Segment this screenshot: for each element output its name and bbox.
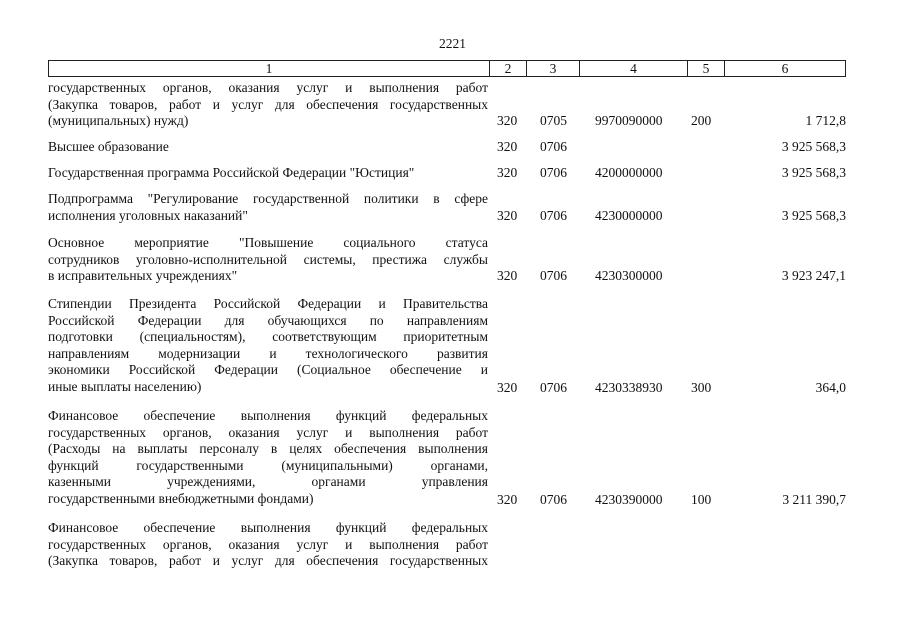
header-col-6: 6 [724, 61, 845, 76]
cell-ministry-code: 320 [497, 380, 518, 395]
description-line: государственных органов, оказания услуг и выполнения работ [48, 536, 488, 552]
cell-target-article: 4230000000 [595, 208, 663, 223]
description-line: направлениям модернизации и технологического развития [48, 345, 488, 361]
row-description [48, 165, 488, 182]
description-line: Основное мероприятие "Повышение социального статуса [48, 235, 488, 250]
description-line: Финансовое обеспечение выполнения функций федеральных [48, 520, 488, 535]
table-row [48, 80, 846, 130]
row-description [48, 408, 488, 508]
header-col-1: 1 [265, 61, 273, 76]
description-line: подготовки (специальностям), соответствующим приоритетным [48, 329, 488, 345]
table-row [48, 139, 846, 156]
cell-expense-type: 100 [691, 492, 712, 507]
page-number: 2221 [439, 36, 466, 51]
description-line: (Расходы на выплаты персоналу в целях обеспечения выполнения [48, 441, 488, 457]
description-line: Стипендии Президента Российской Федерации и Правительства [48, 296, 488, 311]
description-line: в исправительных учреждениях" [48, 268, 238, 284]
cell-target-article: 9970090000 [595, 113, 663, 128]
cell-section-code: 0706 [540, 492, 567, 507]
description-line: экономики Российской Федерации (Социальное обеспечение и [48, 362, 488, 378]
header-col-5: 5 [687, 61, 724, 76]
cell-target-article: 4230300000 [595, 268, 663, 283]
header-col-4: 4 [579, 61, 687, 76]
description-line: государственными внебюджетными фондами) [48, 490, 314, 506]
description-line: Российской Федерации для обучающихся по направлениям [48, 312, 488, 328]
cell-amount: 3 211 390,7 [782, 492, 846, 507]
cell-section-code: 0706 [540, 165, 567, 180]
table-header [48, 60, 846, 77]
row-description [48, 296, 488, 396]
cell-ministry-code: 320 [497, 165, 518, 180]
row-description [48, 235, 488, 285]
cell-ministry-code: 320 [497, 492, 518, 507]
row-description [48, 80, 488, 130]
description-line: Государственная программа Российской Федерации "Юстиция" [48, 165, 415, 180]
description-line: (муниципальных) нужд) [48, 113, 189, 129]
description-line: сотрудников уголовно-исполнительной системы, престижа службы [48, 251, 488, 267]
table-row [48, 296, 846, 396]
cell-section-code: 0706 [540, 139, 567, 154]
cell-amount: 3 925 568,3 [781, 208, 846, 223]
description-line: исполнения уголовных наказаний" [48, 207, 248, 223]
description-line: Подпрограмма "Регулирование государственной политики в сфере [48, 191, 488, 206]
cell-ministry-code: 320 [497, 268, 518, 283]
cell-section-code: 0706 [540, 208, 567, 223]
table-row [48, 191, 846, 225]
description-line: (Закупка товаров, работ и услуг для обеспечения государственных [48, 553, 488, 569]
cell-section-code: 0706 [540, 380, 567, 395]
description-line: (Закупка товаров, работ и услуг для обеспечения государственных [48, 96, 488, 112]
description-line: иные выплаты населению) [48, 378, 202, 394]
cell-expense-type: 300 [691, 380, 712, 395]
table-row [48, 520, 846, 570]
row-description [48, 191, 488, 224]
cell-ministry-code: 320 [497, 113, 518, 128]
header-col-2: 2 [489, 61, 526, 76]
header-col-3: 3 [526, 61, 579, 76]
cell-amount: 3 923 247,1 [781, 268, 846, 283]
description-line: Финансовое обеспечение выполнения функций федеральных [48, 408, 488, 423]
description-line: государственных органов, оказания услуг и выполнения работ [48, 80, 488, 95]
table-row [48, 165, 846, 182]
description-line: функций государственными (муниципальными) органами, [48, 457, 488, 473]
table-row [48, 408, 846, 508]
description-line: Высшее образование [48, 139, 169, 154]
cell-ministry-code: 320 [497, 208, 518, 223]
row-description [48, 520, 488, 570]
cell-amount: 3 925 568,3 [781, 139, 846, 154]
cell-ministry-code: 320 [497, 139, 518, 154]
cell-target-article: 4230338930 [595, 380, 663, 395]
cell-section-code: 0706 [540, 268, 567, 283]
cell-section-code: 0705 [540, 113, 567, 128]
cell-amount: 3 925 568,3 [781, 165, 846, 180]
table-row [48, 235, 846, 285]
cell-target-article: 4230390000 [595, 492, 663, 507]
description-line: государственных органов, оказания услуг и выполнения работ [48, 424, 488, 440]
row-description [48, 139, 488, 156]
cell-target-article: 4200000000 [595, 165, 663, 180]
cell-amount: 1 712,8 [805, 113, 846, 128]
cell-amount: 364,0 [815, 380, 846, 395]
description-line: казенными учреждениями, органами управления [48, 474, 488, 490]
cell-expense-type: 200 [691, 113, 712, 128]
